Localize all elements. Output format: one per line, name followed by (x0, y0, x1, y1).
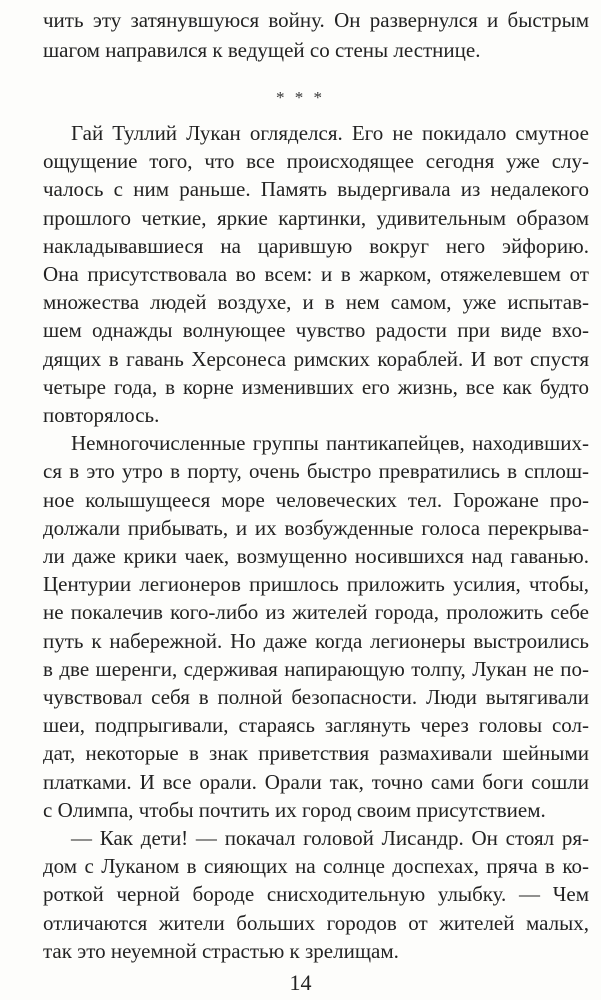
text-line: ся в это утро в порту, очень быстро превратились в сплош- (43, 459, 589, 484)
text-line: ное колышущееся море человеческих тел. Горожане про- (43, 487, 589, 512)
text-line: чалось с ним раньше. Память выдергивала из недалекого (43, 177, 589, 202)
text-line: Центурии легионеров пришлось приложить усилия, чтобы, (43, 572, 589, 597)
text-line: Она присутствовала во всем: и в жарком, отяжелевшем от (43, 262, 589, 286)
text-line: дат, некоторые в знак приветствия размахивали шейными (43, 741, 589, 766)
text-line: с Олимпа, чтобы почтить их город своим присутствием. (43, 797, 546, 822)
paragraph-first-line: Немногочисленные группы пантикапейцев, находивших- (71, 431, 589, 456)
text-line: чувствовал себя в полной безопасности. Люди вытягивали (43, 685, 589, 709)
paragraph-first-line: Гай Туллий Лукан огляделся. Его не покидало смутное (71, 121, 589, 145)
text-line: в две шеренги, сдерживая напирающую толпу, Лукан не по- (43, 656, 589, 681)
text-line: роткой черной бороде снисходительную улыбку. — Чем (43, 882, 589, 907)
text-line: шагом направился к ведущей со стены лестнице. (43, 38, 481, 62)
text-line: путь к набережной. Но даже когда легионеры выстроились (43, 628, 589, 653)
text-line: отличаются жители больших городов от жителей малых, (43, 910, 589, 935)
text-line: повторялось. (43, 403, 160, 427)
section-separator: * * * (276, 88, 325, 107)
text-line: не покалечив кого-либо из жителей города, проложить себе (43, 600, 589, 625)
paragraph-first-line: — Как дети! — покачал головой Лисандр. Он стоял ря- (71, 826, 589, 850)
text-line: ли даже крики чаек, возмущенно носившихся над гаванью. (43, 544, 589, 568)
text-line: платками. И все орали. Орали так, точно сами боги сошли (43, 769, 589, 794)
text-line: шем однажды волнующее чувство радости при виде вхо- (43, 318, 589, 343)
text-line: ощущение того, что все происходящее сегодня уже слу- (43, 149, 589, 174)
text-line: четыре года, в корне изменивших его жизнь, все как будто (43, 374, 589, 399)
text-line: накладывавшиеся на царившую вокруг него эйфорию. (43, 233, 589, 258)
text-line: шеи, подпрыгивали, стараясь заглянуть через головы сол- (43, 713, 589, 738)
text-line: так это неуемной страстью к зрелищам. (43, 938, 399, 963)
text-line: множества людей воздухе, и в нем самом, уже испытав- (43, 290, 589, 315)
text-line: дящих в гавань Херсонеса римских кораблей. И вот спустя (43, 346, 589, 371)
text-line: дом с Луканом в сияющих на солнце доспехах, пряча в ко- (43, 854, 589, 879)
text-line: должали прибывать, и их возбужденные голоса перекрыва- (43, 515, 589, 540)
page-number: 14 (289, 970, 312, 995)
paragraph-first-line: чить эту затянувшуюся войну. Он развернулся и быстрым (43, 8, 589, 32)
text-line: прошлого четкие, яркие картинки, удивительным образом (43, 205, 589, 230)
